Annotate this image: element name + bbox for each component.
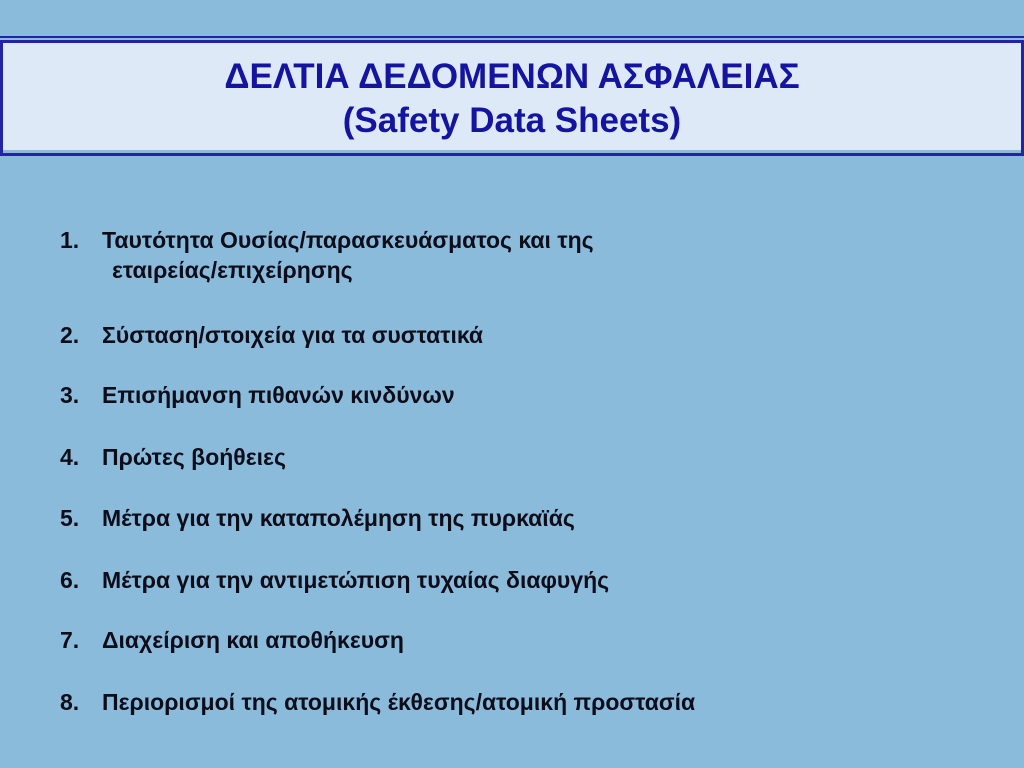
list-item	[60, 320, 990, 350]
list-item	[60, 625, 990, 655]
item-text: Διαχείριση και αποθήκευση	[102, 627, 404, 653]
item-number: 4.	[60, 444, 80, 470]
page-title: ΔΕΛΤΙΑ ΔΕΔΟΜΕΝΩΝ ΑΣΦΑΛΕΙΑΣ	[224, 57, 800, 96]
item-text: Περιορισμοί της ατομικής έκθεσης/ατομική προστασία	[102, 689, 696, 715]
title-box	[0, 40, 1024, 156]
list-item	[60, 380, 990, 410]
item-number: 6.	[60, 567, 80, 593]
list-item	[60, 687, 990, 717]
item-text: Πρώτες βοήθειες	[102, 444, 286, 470]
item-number: 3.	[60, 382, 80, 408]
item-text-continued: εταιρείας/επιχείρησης	[112, 257, 353, 283]
list-item	[60, 503, 990, 533]
item-text: Ταυτότητα Ουσίας/παρασκευάσματος και της	[102, 227, 594, 253]
item-number: 7.	[60, 627, 80, 653]
item-text: Μέτρα για την αντιμετώπιση τυχαίας διαφυγής	[102, 567, 610, 593]
list-item	[60, 442, 990, 472]
item-number: 1.	[60, 227, 80, 253]
item-text: Επισήμανση πιθανών κινδύνων	[102, 382, 455, 408]
list-item	[60, 225, 990, 285]
item-number: 8.	[60, 689, 80, 715]
page-subtitle: (Safety Data Sheets)	[342, 101, 682, 140]
list-item	[60, 565, 990, 595]
item-text: Σύσταση/στοιχεία για τα συστατικά	[102, 322, 484, 348]
item-number: 2.	[60, 322, 80, 348]
item-text: Μέτρα για την καταπολέμηση της πυρκαϊάς	[102, 505, 575, 531]
item-number: 5.	[60, 505, 80, 531]
